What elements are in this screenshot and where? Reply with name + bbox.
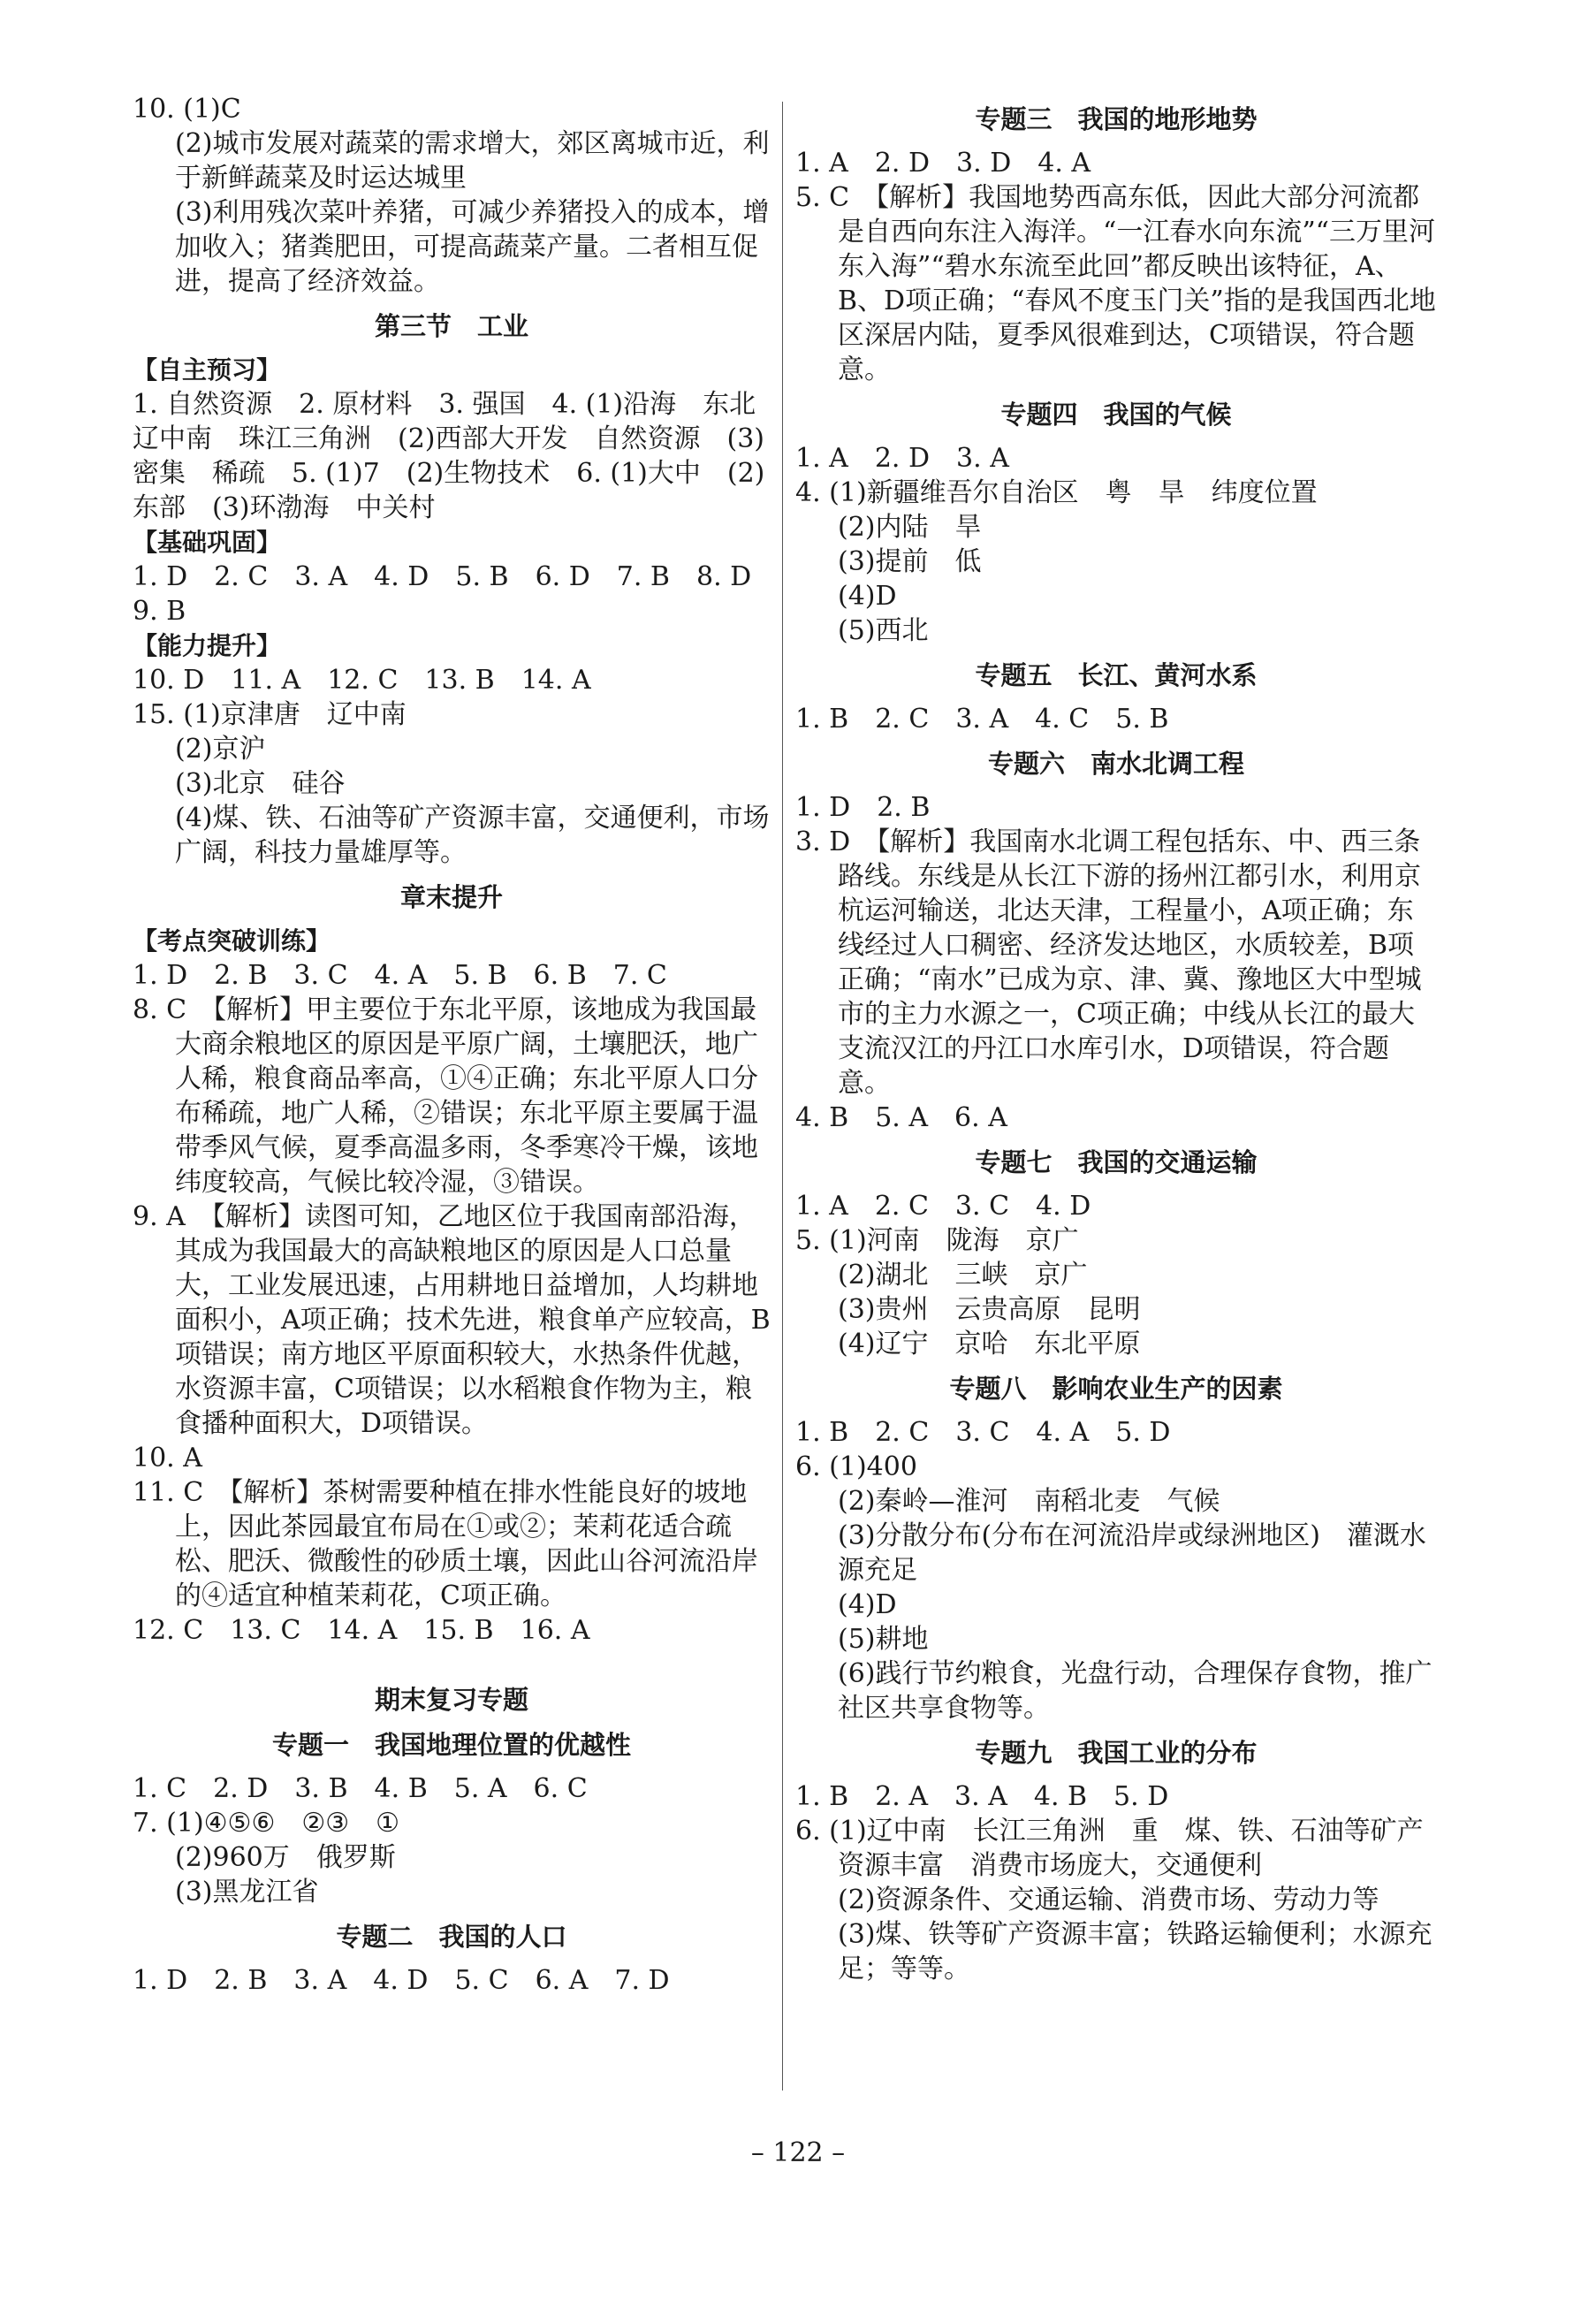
- answer-line: (2)湖北 三峡 京广: [838, 1260, 1088, 1291]
- answer-line: 1. 自然资源 2. 原材料 3. 强国 4. (1)沿海 东北 辽中南 珠江三角洲 (2)西部大开发 自然资源 (3)密集 稀疏 5. (1)7 (2)生物技术 6. (1)大中 (2)东部 (3)环渤海 中关村: [133, 389, 783, 523]
- subsection-label: 【能力提升】: [133, 631, 282, 660]
- answer-line: 1. D 2. B 3. A 4. D 5. C 6. A 7. D: [133, 1965, 670, 1996]
- answer-line: (2)城市发展对蔬菜的需求增大，郊区离城市近，利于新鲜蔬菜及时运达城里: [175, 128, 770, 194]
- answer-explanation: 9. A 【解析】读图可知，乙地区位于我国南部沿海，其成为我国最大的高缺粮地区的原因是人口总量大，工业发展迅速，占用耕地日益增加，人均耕地面积小，A项正确；技术先进，粮食单产应较高，B项错误；南方地区平原面积较大，水热条件优越，水资源丰富，C项错误；以水稻粮食作物为主，粮食播种面积大，D项错误。: [133, 1201, 771, 1439]
- answer-line: (3)煤、铁等矿产资源丰富；铁路运输便利；水源充足；等等。: [838, 1919, 1433, 1984]
- left-column: [133, 92, 783, 1998]
- topic-title: 专题六 南水北调工程: [987, 749, 1244, 779]
- subsection-label: 【考点突破训练】: [133, 926, 331, 956]
- subsection-label: 【基础巩固】: [133, 528, 282, 557]
- answer-line: 4. B 5. A 6. A: [795, 1102, 1007, 1133]
- topic-title: 专题九 我国工业的分布: [975, 1738, 1258, 1768]
- answer-line: 1. D 2. C 3. A 4. D 5. B 6. D 7. B 8. D 9. B: [133, 561, 779, 627]
- answer-line: (2)资源条件、交通运输、消费市场、劳动力等: [838, 1885, 1379, 1915]
- answer-line: 1. D 2. B: [795, 792, 931, 823]
- answer-line: 5. (1)河南 陇海 京广: [795, 1225, 1079, 1256]
- answer-line: (6)践行节约粮食，光盘行动，合理保存食物，推广社区共享食物等。: [838, 1658, 1433, 1724]
- section-title: 第三节 工业: [374, 311, 528, 341]
- subsection-label: 【自主预习】: [133, 355, 282, 385]
- answer-line: 1. A 2. D 3. A: [795, 443, 1009, 474]
- topic-title: 专题五 长江、黄河水系: [975, 660, 1258, 690]
- topic-title: 专题四 我国的气候: [1000, 400, 1232, 430]
- answer-explanation: 8. C 【解析】甲主要位于东北平原，该地成为我国最大商余粮地区的原因是平原广阔，土壤肥沃，地广人稀，粮食商品率高，①④正确；东北平原人口分布稀疏，地广人稀，②错误；东北平原主要属于温带季风气候，夏季高温多雨，冬季寒冷干燥，该地纬度较高，气候比较冷湿，③错误。: [133, 994, 758, 1198]
- answer-line: (2)内陆 旱: [838, 512, 982, 543]
- answer-line: (4)煤、铁、石油等矿产资源丰富，交通便利，市场广阔，科技力量雄厚等。: [175, 803, 770, 868]
- answer-line: (3)北京 硅谷: [175, 768, 346, 799]
- answer-line: 15. (1)京津唐 辽中南: [133, 699, 407, 730]
- answer-line: 1. B 2. A 3. A 4. B 5. D: [795, 1781, 1169, 1812]
- answer-line: 1. A 2. C 3. C 4. D: [795, 1191, 1091, 1222]
- answer-explanation: 5. C 【解析】我国地势西高东低，因此大部分河流都是自西向东注入海洋。“一江春水向东流”“三万里河东入海”“碧水东流至此回”都反映出该特征，A、B、D项正确；“春风不度玉门关”指的是我国西北地区深居内陆，夏季风很难到达，C项错误，符合题意。: [795, 182, 1436, 385]
- topic-title: 专题七 我国的交通运输: [975, 1147, 1258, 1177]
- answer-line: (2)秦岭—淮河 南稻北麦 气候: [838, 1486, 1220, 1517]
- answer-line: 6. (1)400: [795, 1451, 917, 1482]
- topic-title: 专题一 我国地理位置的优越性: [271, 1730, 631, 1760]
- answer-line: 12. C 13. C 14. A 15. B 16. A: [133, 1615, 590, 1646]
- answer-line: 6. (1)辽中南 长江三角洲 重 煤、铁、石油等矿产资源丰富 消费市场庞大，交通便利: [795, 1816, 1424, 1881]
- answer-line: 1. C 2. D 3. B 4. B 5. A 6. C: [133, 1773, 588, 1804]
- section-title: 章末提升: [399, 882, 503, 912]
- section-title: 期末复习专题: [374, 1685, 528, 1715]
- answer-line: 1. D 2. B 3. C 4. A 5. B 6. B 7. C: [133, 960, 667, 991]
- answer-line: (3)黑龙江省: [175, 1877, 319, 1908]
- topic-title: 专题三 我国的地形地势: [975, 104, 1258, 134]
- answer-line: (5)耕地: [838, 1624, 929, 1655]
- answer-line: 1. B 2. C 3. A 4. C 5. B: [795, 704, 1169, 735]
- answer-line: 10. A: [133, 1443, 202, 1474]
- answer-line: (3)利用残次菜叶养猪，可减少养猪投入的成本，增加收入；猪粪肥田，可提高蔬菜产量。二者相互促进，提高了经济效益。: [175, 197, 770, 297]
- answer-line: 4. (1)新疆维吾尔自治区 粤 旱 纬度位置: [795, 477, 1318, 508]
- answer-line: (4)辽宁 京哈 东北平原: [838, 1329, 1141, 1359]
- answer-line: (2)960万 俄罗斯: [175, 1842, 396, 1873]
- answer-line: 10. D 11. A 12. C 13. B 14. A: [133, 665, 591, 696]
- column-divider: [782, 102, 783, 2091]
- answer-line: 1. B 2. C 3. C 4. A 5. D: [795, 1417, 1171, 1448]
- topic-title: 专题二 我国的人口: [336, 1922, 567, 1952]
- answer-explanation: 3. D 【解析】我国南水北调工程包括东、中、西三条路线。东线是从长江下游的扬州江都引水，利用京杭运河输送，北达天津，工程量小，A项正确；东线经过人口稠密、经济发达地区，水质较差，B项正确；“南水”已成为京、津、冀、豫地区大中型城市的主力水源之一，C项正确；中线从长江的最大支流汉江的丹江口水库引水，D项错误，符合题意。: [795, 826, 1422, 1099]
- answer-line: (3)分散分布(分布在河流沿岸或绿洲地区) 灌溉水源充足: [838, 1520, 1426, 1586]
- answer-line: 10. (1)C: [133, 94, 241, 125]
- answer-line: (3)贵州 云贵高原 昆明: [838, 1294, 1141, 1325]
- answer-line: 7. (1)④⑤⑥ ②③ ①: [133, 1808, 400, 1839]
- answer-line: (4)D: [838, 581, 897, 612]
- answer-line: (5)西北: [838, 615, 929, 646]
- page-number: – 122 –: [750, 2137, 846, 2168]
- answer-line: 1. A 2. D 3. D 4. A: [795, 148, 1091, 179]
- answer-line: (3)提前 低: [838, 546, 982, 577]
- answer-line: (2)京沪: [175, 734, 266, 765]
- answer-explanation: 11. C 【解析】茶树需要种植在排水性能良好的坡地上，因此茶园最宜布局在①或②；茉莉花适合疏松、肥沃、微酸性的砂质土壤，因此山谷河流沿岸的④适宜种植茉莉花，C项正确。: [133, 1477, 758, 1611]
- answer-line: (4)D: [838, 1589, 897, 1620]
- topic-title: 专题八 影响农业生产的因素: [949, 1374, 1283, 1404]
- right-column: [795, 92, 1437, 1986]
